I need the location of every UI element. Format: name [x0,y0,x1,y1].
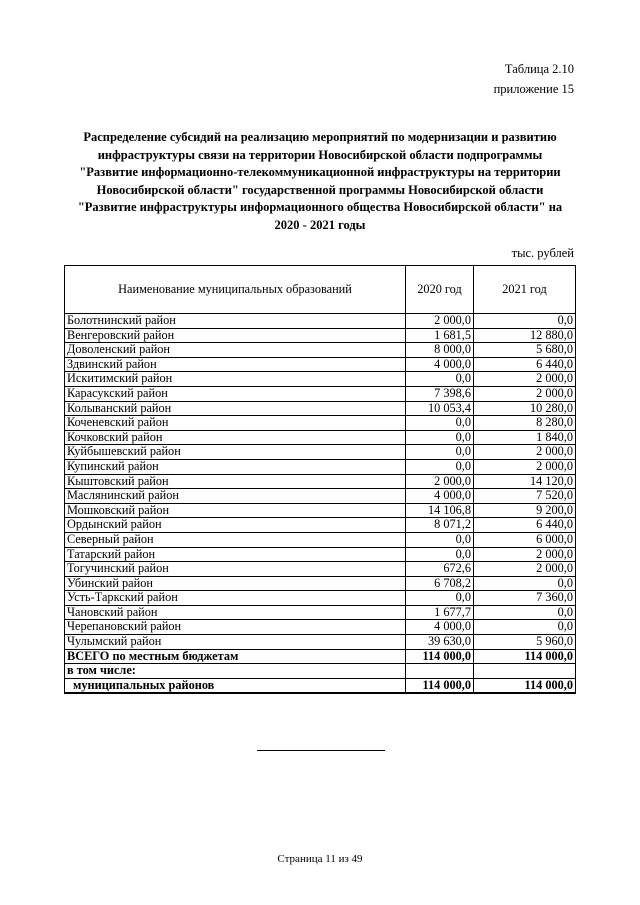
value-2020: 6 708,2 [406,576,474,591]
column-header-name: Наименование муниципальных образований [65,266,406,314]
table-row [65,576,576,591]
value-2021: 0,0 [474,314,576,329]
column-header-2020: 2020 год [406,266,474,314]
value-2020: 0,0 [406,547,474,562]
district-name: Кочковский район [65,430,406,445]
table-row [65,357,576,372]
value-2021: 8 280,0 [474,416,576,431]
table-row [65,518,576,533]
table-row [65,532,576,547]
district-name: Кыштовский район [65,474,406,489]
table-row [65,343,576,358]
value-2021: 5 680,0 [474,343,576,358]
page-footer: Страница 11 из 49 [277,853,363,865]
district-name: Купинский район [65,459,406,474]
value-2020: 4 000,0 [406,357,474,372]
value-2020: 8 000,0 [406,343,474,358]
district-name: Мошковский район [65,503,406,518]
district-name: Колыванский район [65,401,406,416]
value-2021: 0,0 [474,576,576,591]
table-row [65,635,576,650]
district-name: Искитимский район [65,372,406,387]
table-row [65,372,576,387]
value-2021: 0,0 [474,605,576,620]
value-2020: 1 677,7 [406,605,474,620]
table-row [65,605,576,620]
district-name: Ордынский район [65,518,406,533]
total-row [65,649,576,664]
total-2020: 114 000,0 [406,649,474,664]
district-name: Доволенский район [65,343,406,358]
value-2021: 5 960,0 [474,635,576,650]
value-2020: 8 071,2 [406,518,474,533]
table-row [65,314,576,329]
district-name: Чановский район [65,605,406,620]
table-row [65,547,576,562]
district-name: Убинский район [65,576,406,591]
district-name: Усть-Таркский район [65,591,406,606]
district-name: Здвинский район [65,357,406,372]
value-2020: 672,6 [406,562,474,577]
value-2020: 1 681,5 [406,328,474,343]
value-2021: 2 000,0 [474,562,576,577]
subsidy-table [64,265,576,694]
column-header-2021: 2021 год [474,266,576,314]
municipal-label: муниципальных районов [65,678,406,693]
document-title [58,129,582,235]
empty-cell [474,664,576,679]
value-2021: 12 880,0 [474,328,576,343]
district-name: Северный район [65,532,406,547]
table-row [65,328,576,343]
table-row [65,474,576,489]
value-2021: 14 120,0 [474,474,576,489]
table-row [65,620,576,635]
district-name: Маслянинский район [65,489,406,504]
value-2020: 0,0 [406,372,474,387]
value-2021: 2 000,0 [474,386,576,401]
district-name: Татарский район [65,547,406,562]
district-name: Коченевский район [65,416,406,431]
table-row [65,489,576,504]
table-row [65,562,576,577]
value-2020: 7 398,6 [406,386,474,401]
value-2020: 14 106,8 [406,503,474,518]
municipal-2021: 114 000,0 [474,678,576,693]
district-name: Болотнинский район [65,314,406,329]
title-line: 2020 - 2021 годы [274,217,366,232]
title-line: Новосибирской области" государственной программы Новосибирской области [96,182,544,197]
value-2021: 2 000,0 [474,547,576,562]
total-2021: 114 000,0 [474,649,576,664]
title-line: "Развитие информационно-телекоммуникационной инфраструктуры на территории [79,165,561,180]
value-2020: 4 000,0 [406,620,474,635]
value-2021: 1 840,0 [474,430,576,445]
value-2020: 0,0 [406,591,474,606]
appendix-label: приложение 15 [493,82,574,96]
value-2020: 4 000,0 [406,489,474,504]
title-line: инфраструктуры связи на территории Новосибирской области подпрограммы [97,147,543,162]
signature-line [257,750,385,751]
table-row [65,386,576,401]
value-2021: 7 520,0 [474,489,576,504]
district-name: Тогучинский район [65,562,406,577]
value-2020: 0,0 [406,459,474,474]
table-number: Таблица 2.10 [504,62,574,76]
value-2021: 2 000,0 [474,372,576,387]
value-2020: 0,0 [406,532,474,547]
value-2021: 9 200,0 [474,503,576,518]
empty-cell [406,664,474,679]
table-row [65,459,576,474]
value-2021: 7 360,0 [474,591,576,606]
municipal-row [65,678,576,693]
table-row [65,416,576,431]
table-row [65,503,576,518]
value-2021: 2 000,0 [474,445,576,460]
units-label: тыс. рублей [511,246,574,260]
value-2021: 10 280,0 [474,401,576,416]
table-row [65,445,576,460]
district-name: Карасукский район [65,386,406,401]
table-row [65,430,576,445]
value-2020: 2 000,0 [406,474,474,489]
district-name: Куйбышевский район [65,445,406,460]
value-2020: 0,0 [406,445,474,460]
including-label: в том числе: [65,664,406,679]
value-2020: 10 053,4 [406,401,474,416]
table-row [65,401,576,416]
title-line: "Развитие инфраструктуры информационного общества Новосибирской области" на [77,200,563,215]
total-label: ВСЕГО по местным бюджетам [65,649,406,664]
including-row [65,664,576,679]
district-name: Чулымский район [65,635,406,650]
table-row [65,591,576,606]
value-2020: 0,0 [406,430,474,445]
value-2021: 6 000,0 [474,532,576,547]
title-line: Распределение субсидий на реализацию мероприятий по модернизации и развитию [83,130,557,144]
value-2021: 2 000,0 [474,459,576,474]
value-2020: 39 630,0 [406,635,474,650]
value-2021: 6 440,0 [474,518,576,533]
value-2021: 6 440,0 [474,357,576,372]
district-name: Венгеровский район [65,328,406,343]
value-2020: 2 000,0 [406,314,474,329]
table-header-row [65,266,576,314]
district-name: Черепановский район [65,620,406,635]
municipal-2020: 114 000,0 [406,678,474,693]
value-2021: 0,0 [474,620,576,635]
value-2020: 0,0 [406,416,474,431]
